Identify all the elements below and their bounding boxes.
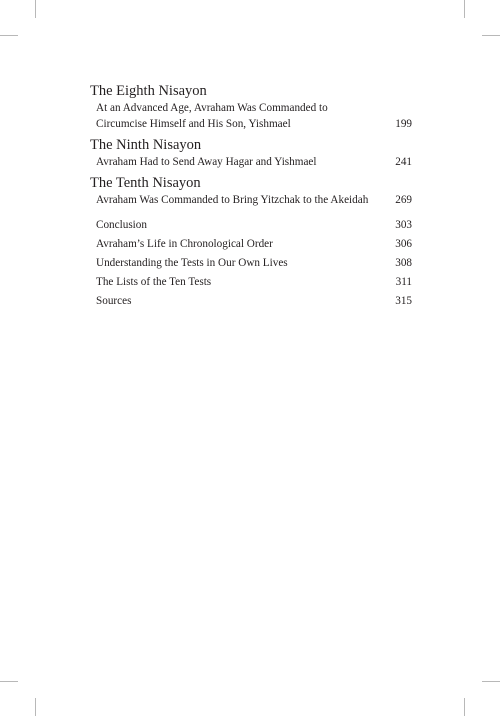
crop-mark — [35, 0, 36, 18]
toc-section-tenth — [90, 174, 412, 208]
toc-entry[interactable] — [90, 100, 412, 132]
toc-section-eighth — [90, 82, 412, 132]
section-heading: The Ninth Nisayon — [90, 137, 202, 153]
entry-page-number: 199 — [395, 118, 412, 130]
entry-title: Conclusion — [96, 219, 147, 231]
toc-entry-conclusion[interactable] — [90, 216, 412, 235]
crop-mark — [35, 698, 36, 716]
crop-mark — [482, 681, 500, 682]
toc-section-ninth — [90, 136, 412, 170]
entry-title: Sources — [96, 295, 132, 307]
section-heading: The Eighth Nisayon — [90, 83, 207, 99]
section-heading: The Tenth Nisayon — [90, 175, 201, 191]
entry-page-number: 303 — [395, 219, 412, 231]
entry-title: Avraham Was Commanded to Bring Yitzchak to the Akeidah — [96, 194, 369, 206]
toc-entry-lists[interactable] — [90, 273, 412, 292]
entry-title: Understanding the Tests in Our Own Lives — [96, 257, 288, 269]
entry-page-number: 308 — [395, 257, 412, 269]
toc-entry[interactable] — [90, 192, 412, 208]
crop-mark — [0, 681, 18, 682]
entry-title: At an Advanced Age, Avraham Was Commanded to Circumcise Himself and His Son, Yishmael — [96, 102, 328, 130]
table-of-contents — [90, 82, 412, 311]
crop-mark — [464, 698, 465, 716]
toc-entry[interactable] — [90, 154, 412, 170]
entry-page-number: 311 — [395, 276, 412, 288]
entry-title: Avraham’s Life in Chronological Order — [96, 238, 273, 250]
entry-page-number: 315 — [395, 295, 412, 307]
crop-mark — [464, 0, 465, 18]
crop-mark — [482, 35, 500, 36]
crop-mark — [0, 35, 18, 36]
entry-title: The Lists of the Ten Tests — [96, 276, 212, 288]
entry-title: Avraham Had to Send Away Hagar and Yishmael — [96, 156, 317, 168]
entry-page-number: 241 — [395, 156, 412, 168]
toc-entry-sources[interactable] — [90, 292, 412, 311]
toc-entry-understanding[interactable] — [90, 254, 412, 273]
toc-back-matter — [90, 216, 412, 311]
entry-page-number: 306 — [395, 238, 412, 250]
entry-page-number: 269 — [395, 194, 412, 206]
toc-entry-chronology[interactable] — [90, 235, 412, 254]
